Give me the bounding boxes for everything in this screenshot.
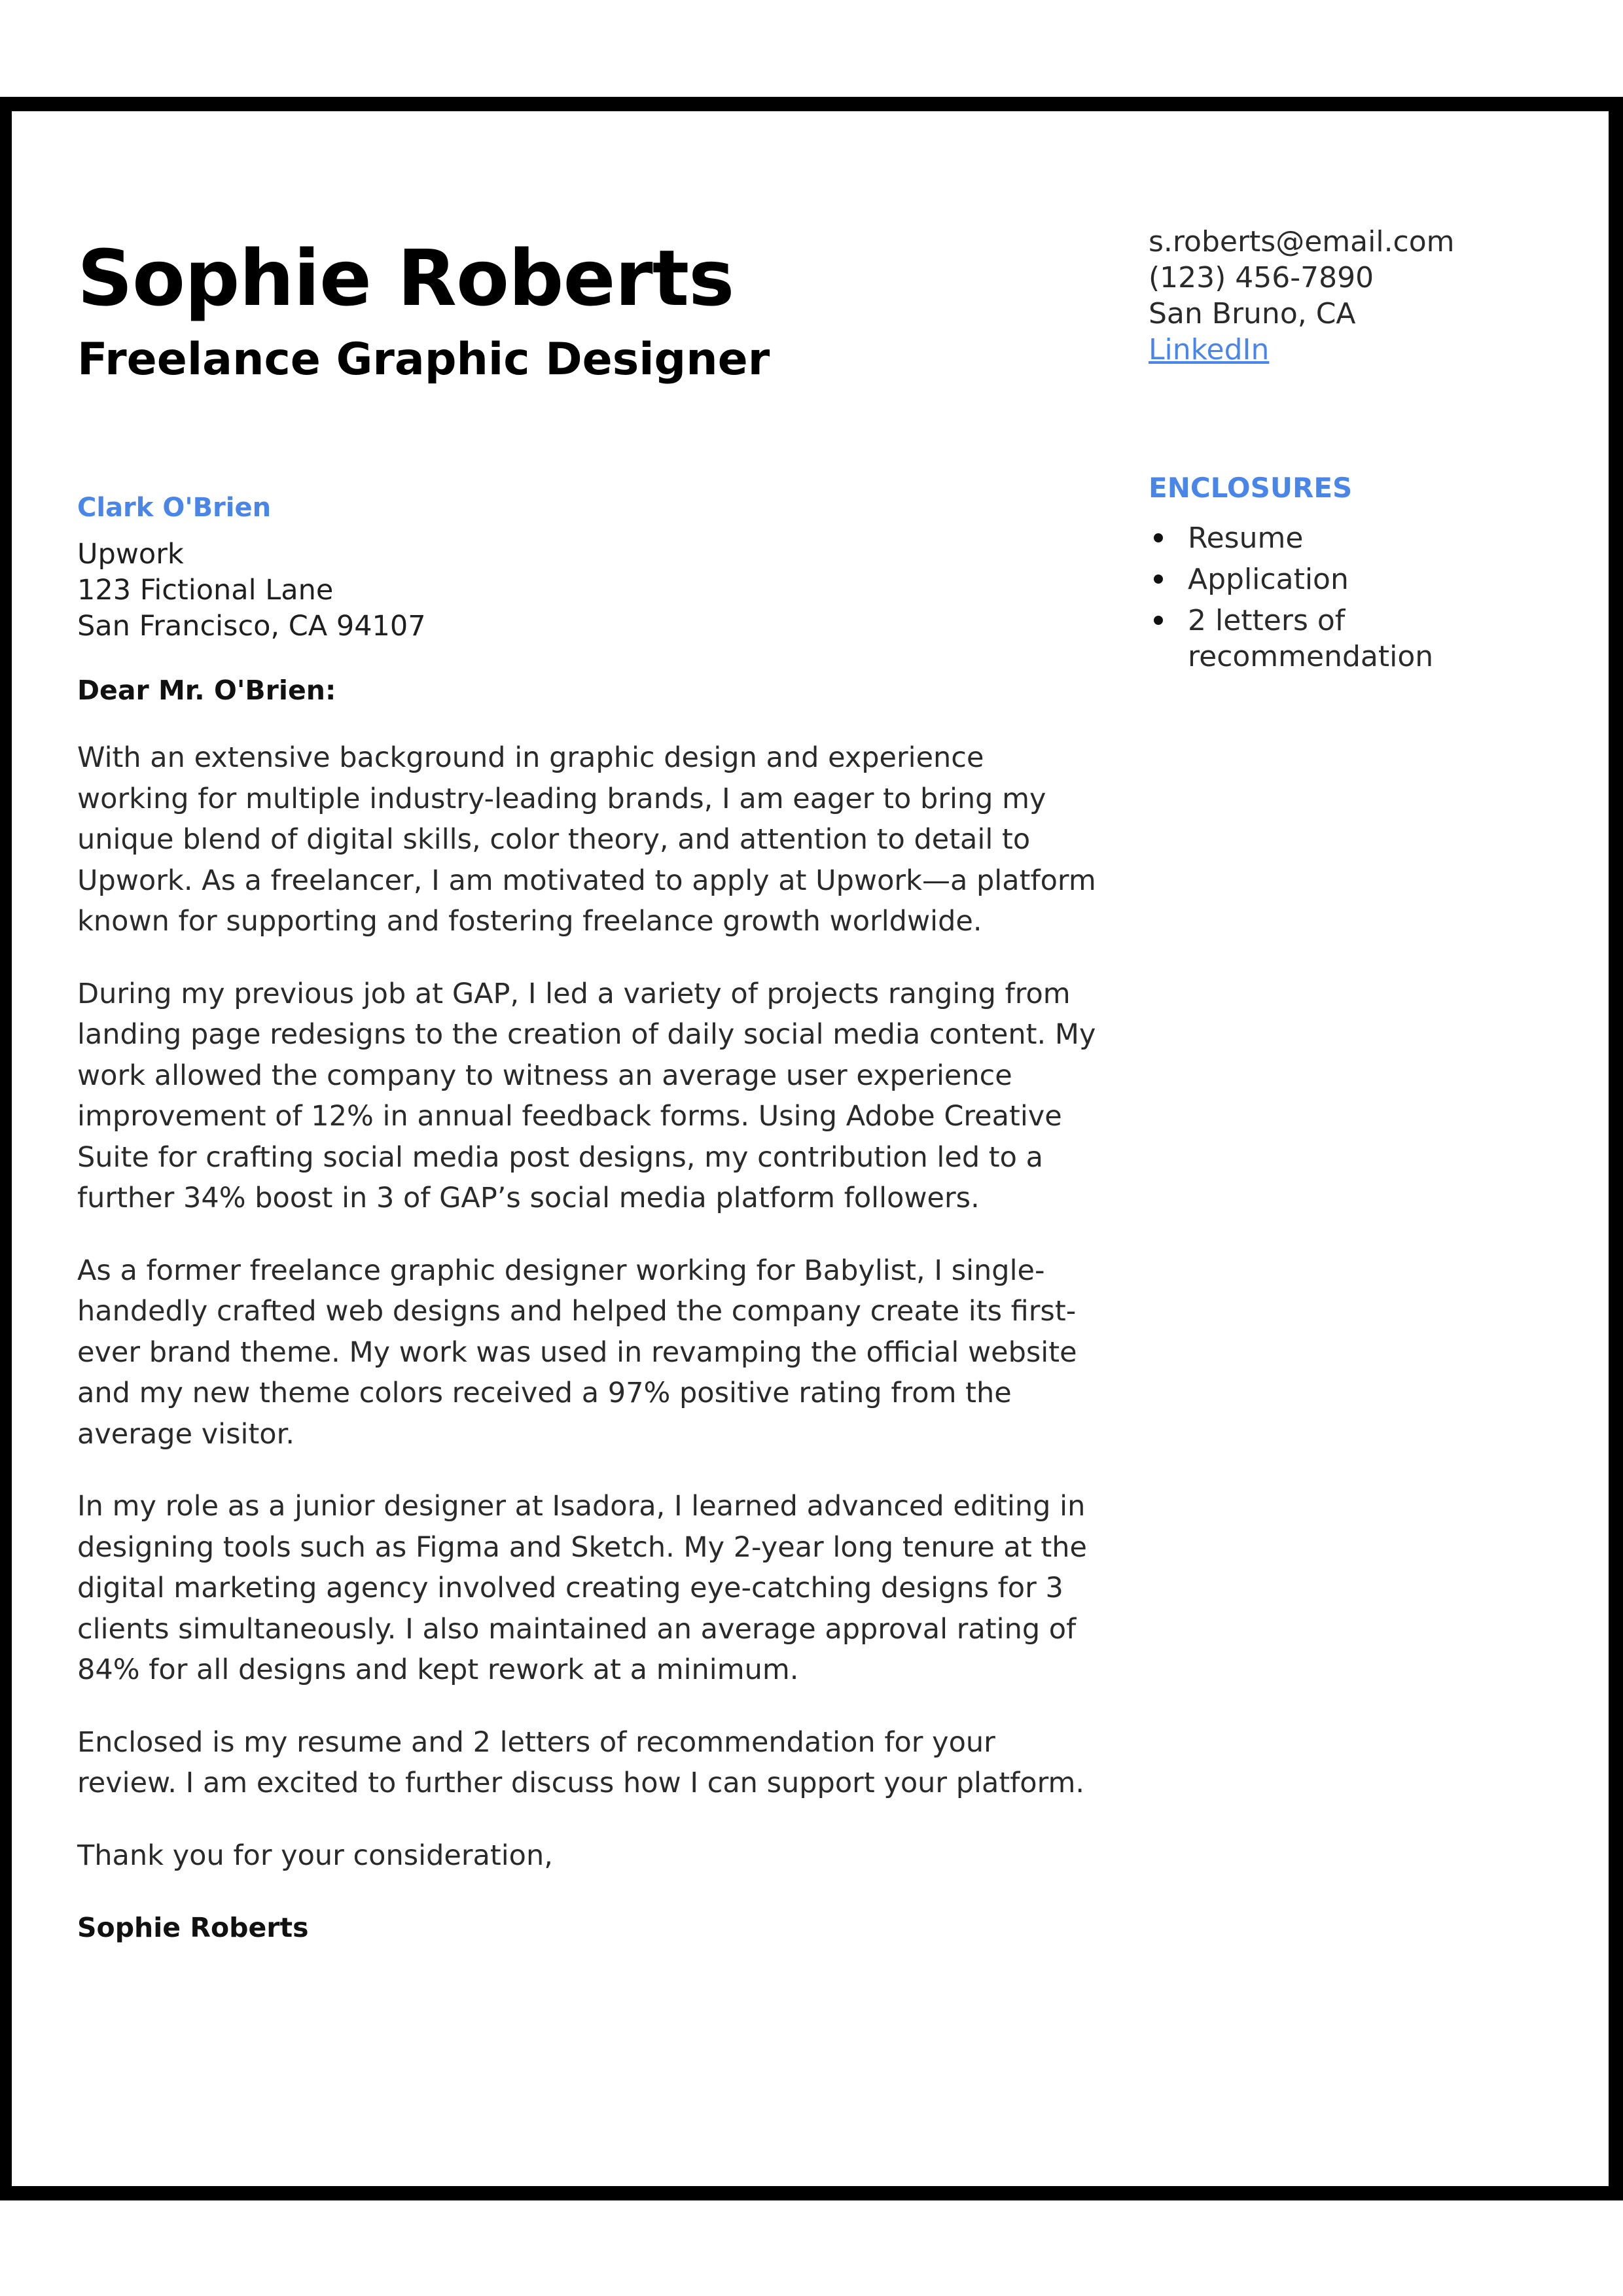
bullet-icon — [1154, 533, 1163, 542]
contact-location: San Bruno, CA — [1149, 297, 1356, 330]
salutation: Dear Mr. O'Brien: — [77, 675, 336, 706]
enclosures-list — [1149, 520, 1515, 675]
body-paragraph: As a former freelance graphic designer working for Babylist, I single-handedly crafted web designs and helped the company create its first-ever brand theme. My work was used in revamping the official website and my new theme colors received a 97% positive rating from the average visitor. — [77, 1254, 1077, 1451]
bullet-icon — [1154, 616, 1163, 625]
enclosure-item-label: Application — [1188, 563, 1349, 596]
enclosure-item — [1149, 561, 1515, 597]
header-spacer — [77, 393, 1098, 491]
sender-name: Sophie Roberts — [77, 233, 734, 323]
recipient-city: San Francisco, CA 94107 — [77, 610, 426, 643]
contact-block — [1149, 224, 1515, 368]
bullet-icon — [1154, 574, 1163, 584]
contact-email[interactable]: s.roberts@email.com — [1149, 225, 1455, 258]
recipient-company: Upwork — [77, 538, 184, 571]
page-frame — [0, 97, 1623, 2200]
contact-phone: (123) 456-7890 — [1149, 261, 1374, 294]
signature-name: Sophie Roberts — [77, 1911, 309, 1943]
body-paragraph: With an extensive background in graphic design and experience working for multiple industry-leading brands, I am eager to bring my unique blend of digital skills, color theory, and attention to detail to Upwork. As a freelancer, I am motivated to apply at Upwork—a platform known for supporting and fostering freelance growth worldwide. — [77, 741, 1096, 938]
sender-job-title: Freelance Graphic Designer — [77, 334, 770, 385]
linkedin-link[interactable]: LinkedIn — [1149, 333, 1270, 366]
recipient-name: Clark O'Brien — [77, 493, 272, 523]
letter-main-column — [77, 229, 1098, 1948]
enclosures-heading: ENCLOSURES — [1149, 472, 1353, 504]
body-paragraph: In my role as a junior designer at Isadora, I learned advanced editing in designing tools such as Figma and Sketch. My 2-year long tenure at the digital marketing agency involved creating eye-catching designs for 3 clients simultaneously. I also maintained an average approval rating of 84% for all designs and kept rework at a minimum. — [77, 1490, 1088, 1686]
recipient-address — [77, 537, 1098, 645]
enclosure-item-label: 2 letters of recommendation — [1188, 604, 1434, 673]
side-spacer — [1149, 368, 1515, 470]
contact-linkedin-row — [1149, 332, 1515, 368]
enclosure-item — [1149, 603, 1515, 675]
body-paragraph: During my previous job at GAP, I led a variety of projects ranging from landing page redesigns to the creation of daily social media content. My work allowed the company to witness an average user experience improvement of 12% in annual feedback forms. Using Adobe Creative Suite for crafting social media post designs, my contribution led to a further 34% boost in 3 of GAP’s social media platform followers. — [77, 977, 1096, 1214]
enclosure-item — [1149, 520, 1515, 556]
closing-line: Thank you for your consideration, — [77, 1839, 553, 1872]
recipient-street: 123 Fictional Lane — [77, 574, 334, 607]
enclosure-item-label: Resume — [1188, 521, 1304, 555]
letter-side-column — [1149, 224, 1515, 680]
body-paragraph: Enclosed is my resume and 2 letters of recommendation for your review. I am excited to further discuss how I can support your platform. — [77, 1725, 1085, 1799]
